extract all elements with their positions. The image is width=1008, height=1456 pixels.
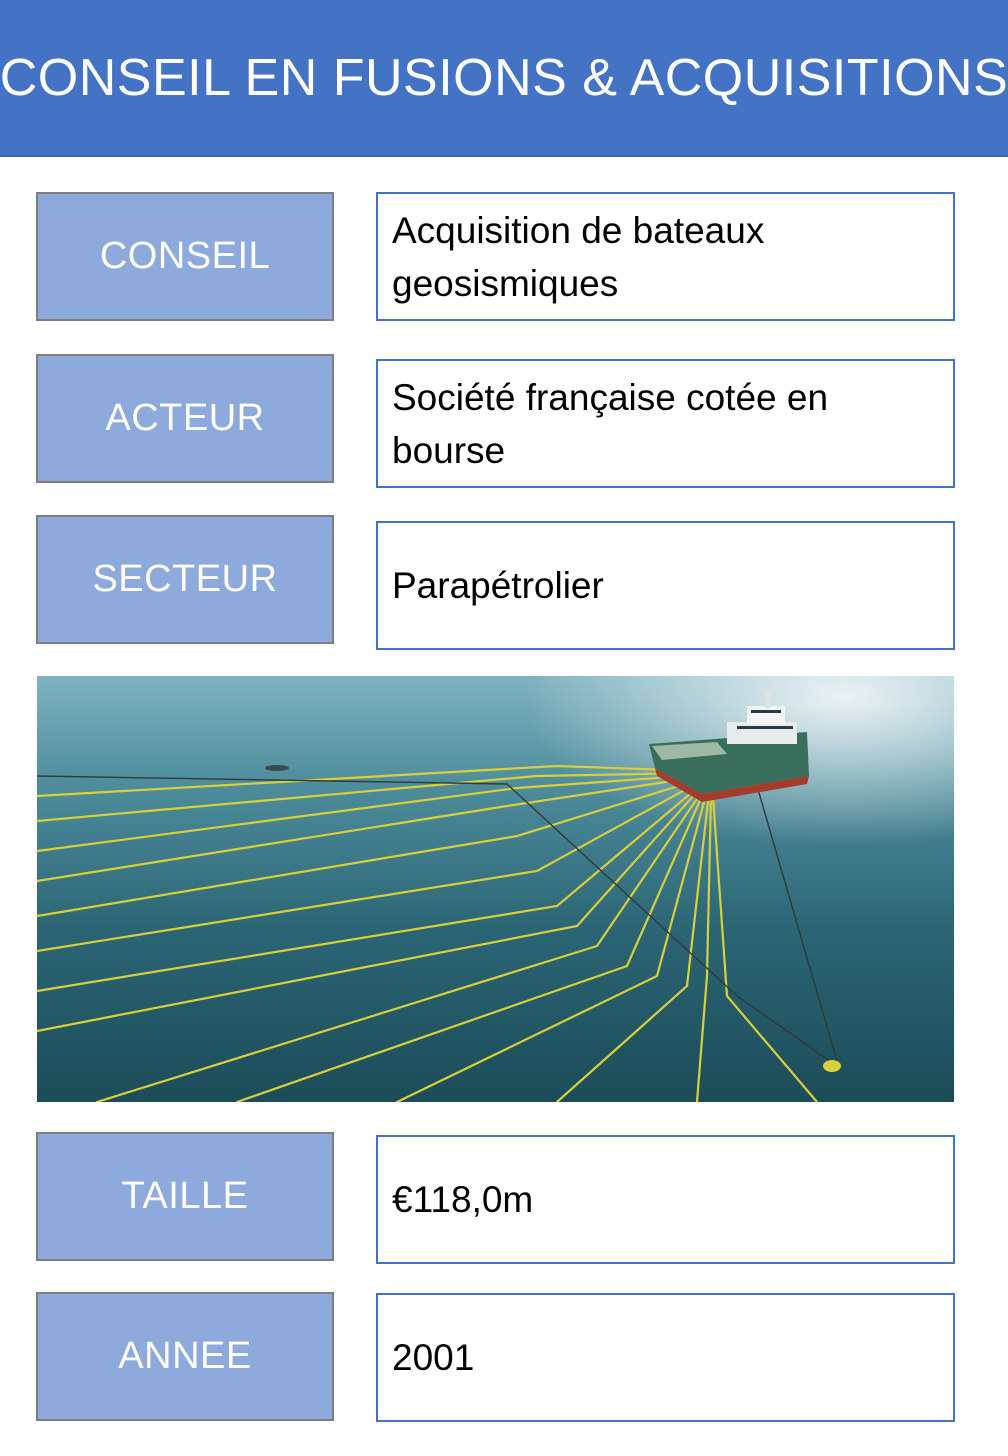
label-text: CONSEIL: [99, 235, 271, 277]
header-banner: [0, 0, 1008, 157]
label-text: ANNEE: [118, 1335, 252, 1377]
value-text: Parapétrolier: [392, 565, 604, 606]
value-text: 2001: [392, 1337, 475, 1378]
tail-buoy-icon: [823, 1060, 841, 1072]
value-annee: [376, 1293, 955, 1422]
label-taille: [36, 1132, 334, 1261]
label-text: SECTEUR: [92, 558, 278, 600]
value-conseil: [376, 192, 955, 321]
value-acteur: [376, 359, 955, 488]
label-text: ACTEUR: [105, 397, 265, 439]
value-text: €118,0m: [392, 1179, 534, 1220]
seismic-vessel-photo: [37, 676, 954, 1102]
label-acteur: [36, 354, 334, 483]
label-conseil: [36, 192, 334, 321]
seismic-survey-vessel-icon: [37, 676, 954, 1102]
value-text: Acquisition de bateaux geosismiques: [392, 209, 765, 304]
label-text: TAILLE: [121, 1175, 249, 1217]
value-text: Société française cotée en bourse: [392, 376, 829, 471]
page-title: CONSEIL EN FUSIONS & ACQUISITIONS: [0, 48, 1008, 107]
value-taille: [376, 1135, 955, 1264]
value-secteur: [376, 521, 955, 650]
label-secteur: [36, 515, 334, 644]
label-annee: [36, 1292, 334, 1421]
